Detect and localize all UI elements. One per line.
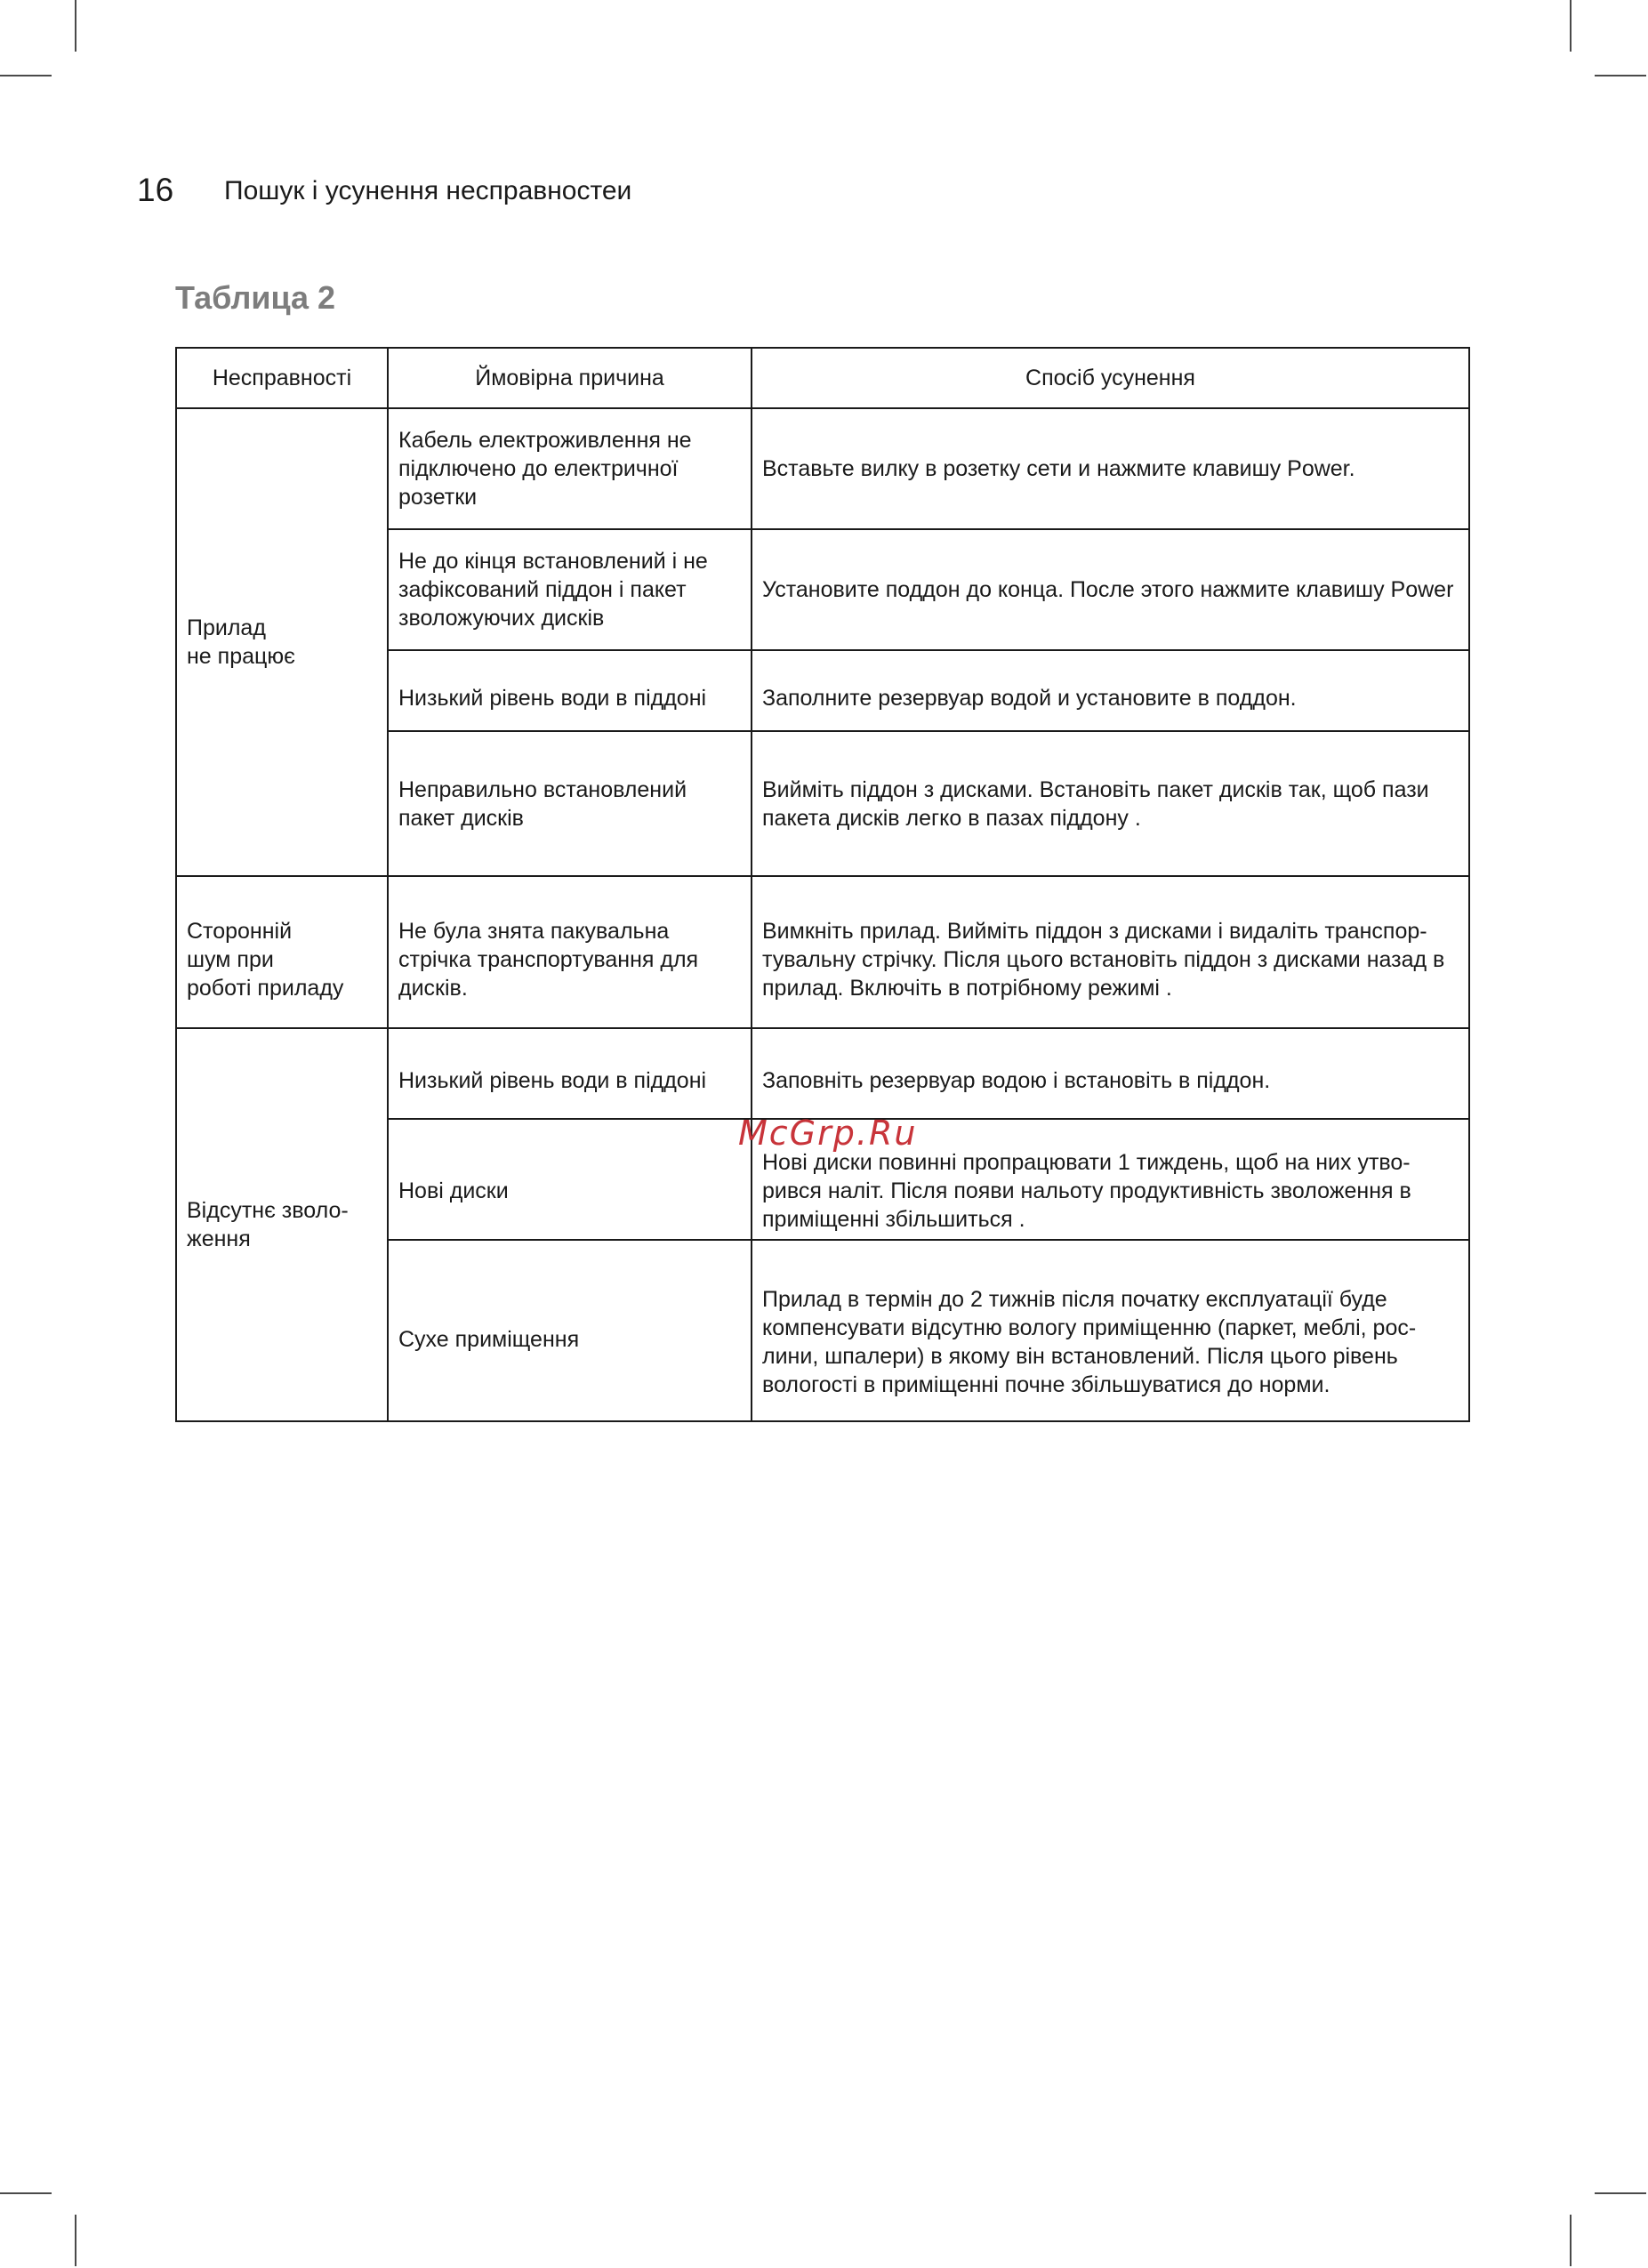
crop-mark: [75, 2215, 76, 2266]
table-row: [176, 1028, 1469, 1119]
table-header-row: [176, 348, 1469, 408]
cause-cell: Кабель електроживлення не підключено до електричної розетки: [388, 408, 752, 529]
section-title: Пошук і усунення несправностеи: [224, 176, 632, 205]
crop-mark: [75, 0, 76, 52]
fault-cell: Прилад не працює: [176, 408, 388, 876]
cause-cell: Не була знята пакувальна стрічка транспортування для дисків.: [388, 876, 752, 1028]
crop-mark: [1570, 2215, 1572, 2266]
fault-cell: Відсутнє зволо-ження: [176, 1028, 388, 1421]
crop-mark: [1595, 2192, 1646, 2194]
cause-cell: Сухе приміщення: [388, 1240, 752, 1421]
solution-cell: Прилад в термін до 2 тижнів після початку експлуатації буде компенсувати відсутню вологу приміщенню (паркет, меблі, рос-лини, шпалери) в якому він встановлений. Після цього рівень вологості в приміщенні почне збільшуватися до норми.: [752, 1240, 1469, 1421]
solution-cell: Заполните резервуар водой и установите в поддон.: [752, 650, 1469, 731]
table-row: [176, 408, 1469, 529]
cause-cell: Низький рівень води в піддоні: [388, 650, 752, 731]
page-number: 16: [137, 172, 174, 208]
fault-cell: Сторонній шум при роботі приладу: [176, 876, 388, 1028]
solution-cell: Вставьте вилку в розетку сети и нажмите клавишу Power.: [752, 408, 1469, 529]
solution-cell: Вийміть піддон з дисками. Встановіть пакет дисків так, щоб пази пакета дисків легко в пазах піддону .: [752, 731, 1469, 876]
solution-cell: Нові диски повинні пропрацювати 1 тиждень, щоб на них утво-рився наліт. Після появи нальоту продуктивність зволоження в приміщенні збільшиться .: [752, 1119, 1469, 1240]
crop-mark: [1570, 0, 1572, 52]
solution-cell: Заповніть резервуар водою і встановіть в піддон.: [752, 1028, 1469, 1119]
cause-cell: Не до кінця встановлений і не зафіксований піддон і пакет зволожуючих дисків: [388, 529, 752, 650]
table-row: [176, 876, 1469, 1028]
cause-cell: Низький рівень води в піддоні: [388, 1028, 752, 1119]
table-caption: Таблица 2: [175, 279, 336, 316]
column-header-fault: Несправності: [176, 348, 388, 408]
crop-mark: [0, 75, 52, 76]
troubleshooting-table: [175, 347, 1470, 1422]
solution-cell: Вимкніть прилад. Вийміть піддон з дисками і видаліть транспор-тувальну стрічку. Після цього встановіть піддон з дисками назад в прилад. Включіть в потрібному режимі .: [752, 876, 1469, 1028]
crop-mark: [1595, 75, 1646, 76]
cause-cell: Нові диски: [388, 1119, 752, 1240]
column-header-solution: Спосіб усунення: [752, 348, 1469, 408]
crop-mark: [0, 2192, 52, 2194]
cause-cell: Неправильно встановлений пакет дисків: [388, 731, 752, 876]
solution-cell: Установите поддон до конца. После этого нажмите клавишу Power: [752, 529, 1469, 650]
watermark: McGrp.Ru: [738, 1114, 918, 1153]
column-header-cause: Ймовірна причина: [388, 348, 752, 408]
